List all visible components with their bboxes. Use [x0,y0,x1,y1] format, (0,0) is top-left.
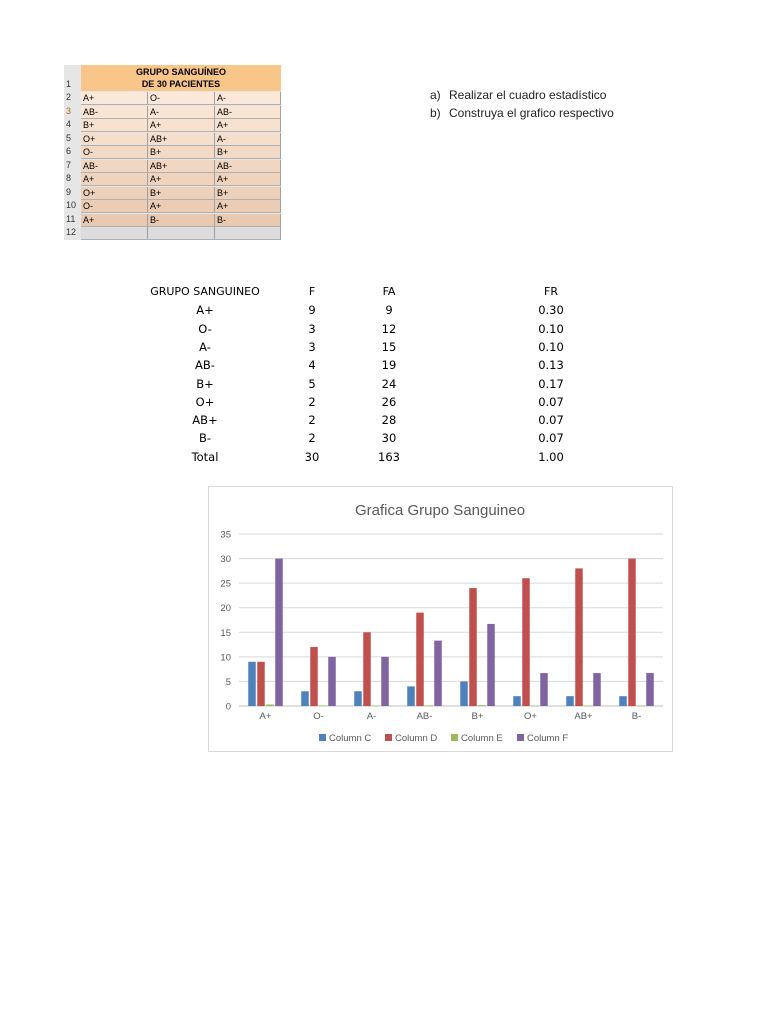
bar-column-d [363,632,371,706]
bar-column-e [425,705,433,706]
y-tick-label: 30 [220,554,231,566]
y-tick-label: 0 [225,701,231,713]
sheet-cell: O+ [81,187,148,200]
legend-label: Column C [329,733,372,744]
sheet-cell: A- [215,133,281,146]
table-cell: 12 [381,321,397,336]
bar-column-c [460,681,468,706]
table-cell: 1.00 [538,449,564,464]
sheet-cell-empty [81,227,148,240]
sheet-cell-empty [215,227,281,240]
sheet-cell: A+ [81,173,148,186]
y-tick-label: 20 [220,603,231,615]
sheet-cell: A+ [81,92,148,105]
table-cell: 0.30 [538,303,564,318]
legend-label: Column D [395,733,438,744]
bar-column-c [513,696,521,706]
y-tick-label: 35 [220,529,231,541]
bar-column-d [310,647,318,706]
bar-chart [208,486,673,752]
bar-column-e [319,706,327,707]
instruction-text: Construya el grafico respectivo [449,106,614,120]
bar-column-d [522,578,530,706]
x-tick-label: A- [366,711,377,722]
sheet-row-number: 9 [66,186,72,197]
bar-column-f [381,657,389,706]
bar-column-f [593,673,601,706]
sheet-title-line1: GRUPO SANGUÍNEO [135,67,226,77]
legend-swatch [451,734,458,741]
legend-swatch [385,734,392,741]
table-row [140,303,600,321]
sheet-cell: A+ [215,200,281,213]
y-tick-label: 15 [220,627,231,639]
x-tick-label: O+ [524,711,537,722]
instruction-text: Realizar el cuadro estadístico [449,88,607,102]
bar-column-d [469,588,477,706]
bar-column-c [619,696,627,706]
sheet-cell: AB- [215,160,281,173]
sheet-cell: B+ [81,119,148,132]
table-cell: 19 [381,358,397,373]
table-cell: Total [191,449,219,464]
bar-column-f [434,641,442,706]
table-cell: AB- [195,358,215,373]
table-header-cell: F [308,285,316,298]
table-cell: 0.07 [538,394,564,409]
chart-svg [209,487,672,751]
table-cell: O+ [195,394,215,409]
table-row [140,450,600,468]
sheet-row-number: 7 [66,159,72,170]
bar-column-e [372,706,380,707]
bar-column-f [328,657,336,706]
table-cell: 0.17 [538,376,564,391]
table-cell: AB+ [192,413,218,428]
bar-column-e [584,706,592,707]
x-tick-label: AB- [416,711,433,722]
table-row [140,358,600,376]
bar-column-d [416,613,424,706]
sheet-row-number: 2 [66,92,72,102]
table-row [140,322,600,340]
x-tick-label: B+ [471,711,484,722]
sheet-cell: AB- [81,106,148,119]
table-header-cell: FR [544,285,558,298]
x-tick-label: A+ [259,711,272,722]
table-cell: 4 [308,358,316,373]
legend-swatch [319,734,326,741]
sheet-cell: B- [215,214,281,227]
legend-label: Column E [461,733,503,744]
sheet-cell: A+ [215,119,281,132]
sheet-cell: A+ [148,119,215,132]
table-cell: 9 [385,303,393,318]
sheet-row-number: 3 [66,105,72,116]
sheet-cell-empty [148,227,215,240]
bar-column-d [257,662,265,706]
sheet-cell: AB+ [148,160,215,173]
sheet-cell: B+ [148,187,215,200]
sheet-cell: AB+ [148,133,215,146]
table-cell: O- [198,321,212,336]
table-cell: 0.10 [538,321,564,336]
sheet-cell: O- [81,146,148,159]
legend-label: Column F [527,733,569,744]
table-cell: 2 [308,431,316,446]
bar-column-d [575,568,583,706]
x-tick-label: B- [631,711,642,722]
bar-column-e [266,705,274,706]
sheet-cell: B+ [215,187,281,200]
x-tick-label: AB+ [574,711,593,722]
sheet-cell: O- [148,92,215,105]
bar-column-f [487,624,495,706]
table-cell: 3 [308,339,316,354]
table-row [140,395,600,413]
instruction-marker: a) [430,88,441,102]
table-cell: B- [198,431,212,446]
sheet-row-number: 1 [66,79,72,89]
chart-title: Grafica Grupo Sanguineo [354,502,526,519]
table-cell: 0.07 [538,413,564,428]
sheet-header [81,65,281,91]
bar-column-f [646,673,654,706]
bar-column-c [354,691,362,706]
table-cell: 28 [381,413,397,428]
bar-column-f [275,559,283,706]
table-cell: 0.07 [538,431,564,446]
legend-swatch [517,734,524,741]
table-cell: 2 [308,394,316,409]
instruction-item [430,86,614,104]
sheet-cell: A+ [215,173,281,186]
sheet-cell: AB- [81,160,148,173]
table-header-row [140,285,600,303]
table-header-cell: FA [382,285,396,298]
x-tick-label: O- [313,711,324,722]
bar-column-c [301,691,309,706]
y-tick-label: 5 [225,676,231,688]
table-row [140,377,600,395]
sheet-cell: A- [148,106,215,119]
sheet-row-number: 12 [66,227,77,237]
table-cell: B+ [196,376,214,391]
sheet-cell: A+ [81,214,148,227]
table-cell: 2 [308,413,316,428]
table-cell: 5 [308,376,316,391]
table-cell: 24 [381,376,397,391]
instruction-item [430,104,614,122]
bar-column-d [628,559,636,706]
bar-column-c [407,686,415,706]
sheet-cell: A+ [148,200,215,213]
sheet-cell: AB- [215,106,281,119]
sheet-cell: A- [215,92,281,105]
sheet-title-line2: DE 30 PACIENTES [141,79,221,89]
spreadsheet-snippet [64,65,281,240]
table-cell: 26 [381,394,397,409]
table-cell: 30 [304,449,320,464]
sheet-cell: O- [81,200,148,213]
bar-column-f [540,673,548,706]
sheet-row-number: 5 [66,132,72,143]
sheet-cell: B- [148,214,215,227]
sheet-row-number: 11 [66,213,76,224]
instructions [430,86,614,122]
bar-column-c [566,696,574,706]
sheet-row-number: 4 [66,119,72,129]
bar-column-c [248,662,256,706]
table-cell: A- [199,339,211,354]
table-row [140,431,600,449]
bar-column-e [478,705,486,706]
sheet-cell: B+ [215,146,281,159]
bar-column-e [637,706,645,707]
table-cell: 3 [308,321,316,336]
table-cell: 15 [381,339,397,354]
sheet-cell: B+ [148,146,215,159]
table-cell: 163 [378,449,400,464]
y-tick-label: 10 [220,652,231,664]
table-row [140,413,600,431]
y-tick-label: 25 [220,578,231,590]
sheet-cell: A+ [148,173,215,186]
sheet-row-number: 6 [66,146,72,156]
table-cell: 9 [308,303,316,318]
sheet-row-number: 8 [66,173,72,183]
sheet-cell: O+ [81,133,148,146]
table-cell: 0.10 [538,339,564,354]
table-cell: A+ [196,303,214,318]
table-row [140,340,600,358]
sheet-row-number: 10 [66,200,77,210]
instruction-marker: b) [430,106,441,120]
table-cell: 30 [381,431,397,446]
table-cell: 0.13 [538,358,564,373]
table-header-cell: GRUPO SANGUINEO [150,285,260,298]
bar-column-e [531,706,539,707]
